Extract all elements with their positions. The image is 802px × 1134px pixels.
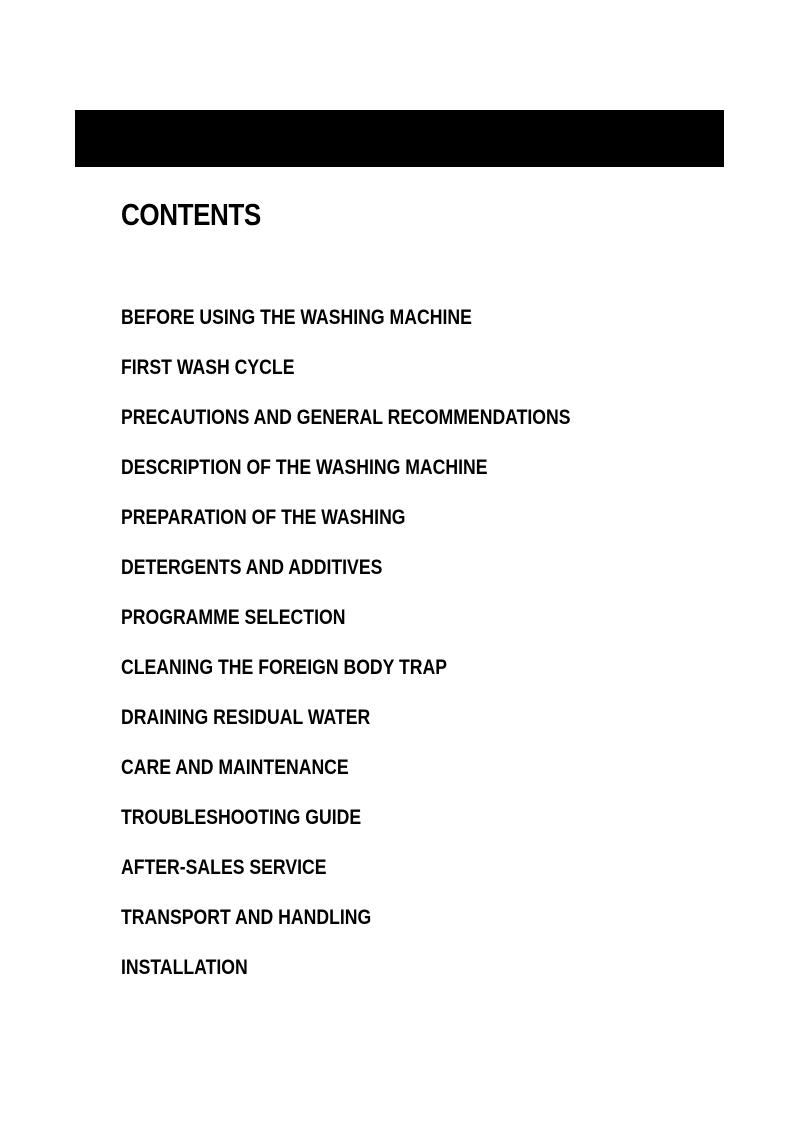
- contents-item[interactable]: TRANSPORT AND HANDLING: [121, 906, 372, 929]
- contents-item[interactable]: CLEANING THE FOREIGN BODY TRAP: [121, 656, 448, 679]
- contents-item[interactable]: DESCRIPTION OF THE WASHING MACHINE: [121, 456, 488, 479]
- contents-item[interactable]: FIRST WASH CYCLE: [121, 356, 295, 379]
- contents-item[interactable]: PREPARATION OF THE WASHING: [121, 506, 406, 529]
- contents-item[interactable]: PROGRAMME SELECTION: [121, 606, 346, 629]
- contents-item[interactable]: BEFORE USING THE WASHING MACHINE: [121, 306, 472, 329]
- page-title: CONTENTS: [121, 197, 261, 232]
- contents-item[interactable]: TROUBLESHOOTING GUIDE: [121, 806, 362, 829]
- contents-list: [121, 305, 656, 1005]
- contents-item[interactable]: AFTER-SALES SERVICE: [121, 856, 327, 879]
- contents-item[interactable]: DETERGENTS AND ADDITIVES: [121, 556, 383, 579]
- contents-item[interactable]: DRAINING RESIDUAL WATER: [121, 706, 371, 729]
- header-bar: [75, 110, 724, 167]
- contents-item[interactable]: PRECAUTIONS AND GENERAL RECOMMENDATIONS: [121, 406, 571, 429]
- contents-item[interactable]: INSTALLATION: [121, 956, 248, 979]
- contents-item[interactable]: CARE AND MAINTENANCE: [121, 756, 349, 779]
